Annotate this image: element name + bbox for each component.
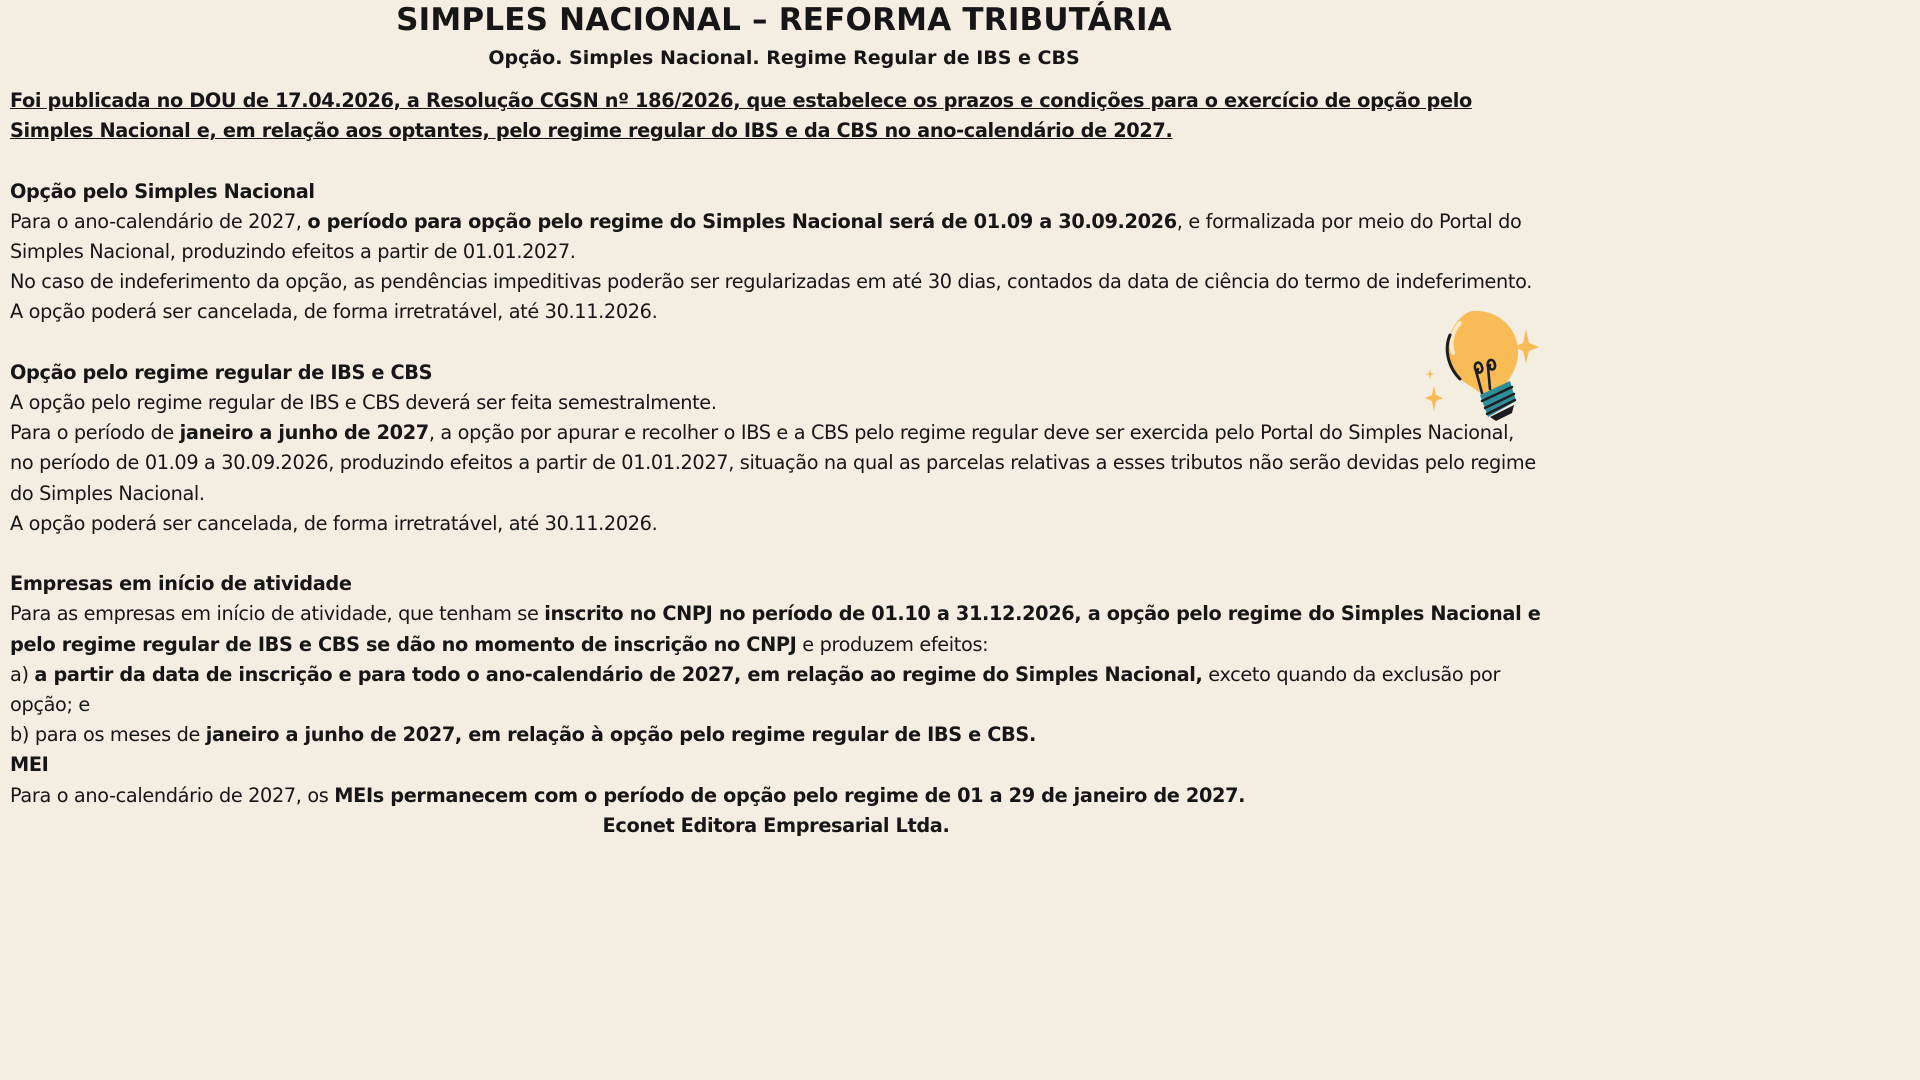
list-item-b (10, 720, 1542, 750)
text-span: a) (10, 662, 35, 686)
bold-span: janeiro a junho de 2027, em relação à opção pelo regime regular de IBS e CBS. (205, 723, 1036, 747)
list-item-a (10, 660, 1542, 720)
section-heading-simples: Opção pelo Simples Nacional (10, 179, 315, 203)
text-span: Para o ano-calendário de 2027, os (10, 783, 335, 807)
text-span: e produzem efeitos: (796, 632, 989, 656)
spacer (10, 328, 1542, 358)
section1-paragraph3: A opção poderá ser cancelada, de forma irretratável, até 30.11.2026. (10, 300, 658, 324)
bold-span: o período para opção pelo regime do Simples Nacional será de 01.09 a 30.09.2026 (307, 209, 1177, 233)
footer-credit: Econet Editora Empresarial Ltda. (602, 813, 950, 837)
section2-paragraph3: A opção poderá ser cancelada, de forma irretratável, até 30.11.2026. (10, 511, 658, 535)
section-heading-ibs-cbs: Opção pelo regime regular de IBS e CBS (10, 360, 433, 384)
section1-paragraph1 (10, 207, 1542, 267)
section3-paragraph1 (10, 599, 1542, 659)
text-span: Para as empresas em início de atividade, que tenham se (10, 602, 545, 626)
section4-paragraph1 (10, 781, 1542, 811)
text-span: Para o ano-calendário de 2027, (10, 209, 308, 233)
spacer (10, 146, 1542, 176)
text-span: , a opção por apurar e recolher o IBS e a CBS pelo regime regular deve ser exercida pelo Portal do Simples Nacional, no período de 01.09 a 30.09.2026, produzindo efeitos a partir de 01.01.2027, situação na qual as parcelas relativas a esses tributos não serão devidas pelo regime do Simples Nacional. (10, 421, 1536, 505)
document-body (10, 86, 1542, 841)
text-span: exceto quando da exclusão por opção; e (10, 662, 1501, 717)
bold-span: MEIs permanecem com o período de opção pelo regime de 01 a 29 de janeiro de 2027. (334, 783, 1246, 807)
section2-paragraph2 (10, 418, 1542, 509)
lightbulb-icon (1420, 305, 1540, 427)
page-subtitle: Opção. Simples Nacional. Regime Regular de IBS e CBS (488, 47, 1080, 69)
page-title: SIMPLES NACIONAL – REFORMA TRIBUTÁRIA (396, 2, 1172, 38)
bold-span: inscrito no CNPJ no período de 01.10 a 31.12.2026, a opção pelo regime do Simples Nacional e pelo regime regular de IBS e CBS se dão no momento de inscrição no CNPJ (10, 602, 1541, 656)
text-span: b) para os meses de (10, 723, 206, 747)
section-heading-mei: MEI (10, 753, 49, 777)
spacer (10, 539, 1542, 569)
bold-span: a partir da data de inscrição e para todo o ano-calendário de 2027, em relação ao regime do Simples Nacional, (34, 662, 1203, 686)
section-heading-inicio-atividade: Empresas em início de atividade (10, 572, 352, 596)
intro-paragraph: Foi publicada no DOU de 17.04.2026, a Resolução CGSN nº 186/2026, que estabelece os prazos e condições para o exercício de opção pelo Simples Nacional e, em relação aos optantes, pelo regime regular do IBS e da CBS no ano-calendário de 2027. (10, 89, 1472, 143)
bold-span: janeiro a junho de 2027 (179, 421, 429, 445)
text-span: Para o período de (10, 421, 180, 445)
section2-paragraph1: A opção pelo regime regular de IBS e CBS deverá ser feita semestralmente. (10, 391, 717, 414)
section1-paragraph2: No caso de indeferimento da opção, as pendências impeditivas poderão ser regularizadas em até 30 dias, contados da data de ciência do termo de indeferimento. (10, 270, 1532, 294)
text-span: , e formalizada por meio do Portal do Simples Nacional, produzindo efeitos a partir de 01.01.2027. (10, 209, 1522, 263)
